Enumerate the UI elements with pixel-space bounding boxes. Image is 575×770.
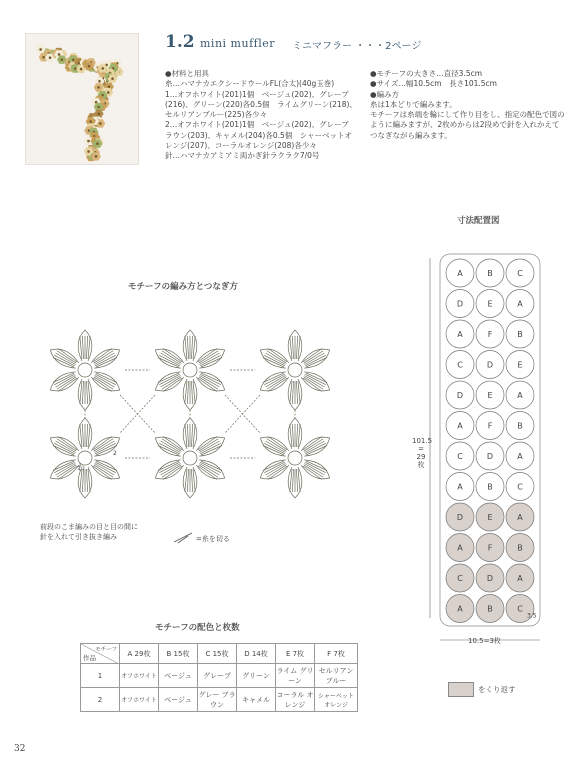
height-eq: =: [418, 445, 424, 453]
svg-text:A: A: [517, 391, 523, 400]
crochet-motif: [260, 330, 329, 410]
svg-text:E: E: [517, 360, 523, 370]
layout-motif: [446, 290, 474, 318]
svg-text:A: A: [517, 452, 523, 461]
text-line: ように編みますが、2枚めからは2段めで針を入れかえて: [370, 120, 560, 130]
crochet-motif: [50, 418, 119, 498]
svg-text:A: A: [457, 421, 463, 431]
svg-text:A: A: [457, 543, 463, 553]
text-line: 糸…ハマナカエクシードウールFL(合太)(40g玉巻): [165, 79, 335, 89]
row-id: 2: [81, 688, 120, 712]
product-photo: [25, 33, 139, 165]
layout-motif: [446, 595, 474, 623]
svg-text:D: D: [456, 513, 464, 522]
layout-motif: [476, 381, 504, 409]
join-note-line: 針を入れて引き抜き編み: [40, 533, 117, 541]
svg-text:C: C: [457, 452, 463, 461]
svg-text:E: E: [487, 299, 493, 309]
layout-motif: [506, 412, 534, 440]
text-line: (216)、グリーン(220)各0.5個 ライムグリーン(218)、: [165, 99, 357, 109]
layout-motif: [506, 534, 534, 562]
layout-motif: [476, 564, 504, 592]
layout-diagram-title: 寸法配置図: [457, 216, 500, 226]
pattern-title: mini muffler: [200, 37, 275, 50]
layout-motif: [446, 442, 474, 470]
table-header: B 15枚: [159, 644, 198, 664]
svg-text:A: A: [457, 269, 463, 278]
svg-text:E: E: [487, 391, 493, 400]
table-cell: シャーベット オレンジ: [315, 688, 358, 712]
text-line: つなぎながら編みます。: [370, 130, 452, 140]
crochet-motif: [260, 418, 329, 498]
svg-text:D: D: [486, 360, 494, 370]
height-value: 101.5: [412, 437, 433, 445]
svg-text:D: D: [456, 299, 464, 309]
motif-diagram-title: モチーフの編み方とつなぎ方: [128, 282, 238, 292]
layout-motif: [446, 412, 474, 440]
layout-motif: [476, 503, 504, 531]
svg-text:B: B: [517, 421, 523, 431]
layout-motif: [506, 503, 534, 531]
pattern-number: 1.2: [165, 32, 195, 52]
text-line: モチーフは糸端を輪にして作り目をし、指定の配色で図の: [370, 110, 565, 120]
layout-motif: [446, 381, 474, 409]
color-table: [80, 643, 358, 712]
svg-text:C: C: [517, 604, 523, 614]
crochet-motif: [155, 330, 224, 410]
layout-motif: [476, 595, 504, 623]
svg-text:F: F: [487, 421, 493, 431]
table-cell: ベージュ: [159, 664, 198, 688]
specs-list: [370, 69, 565, 141]
layout-motif: [446, 564, 474, 592]
svg-text:A: A: [457, 604, 463, 614]
pattern-subtitle: ミニマフラー ・・・2ページ: [292, 41, 422, 52]
table-cell: グレープ: [198, 664, 237, 688]
text-line: ●サイズ…幅10.5cm 長さ101.5cm: [370, 79, 497, 89]
svg-text:C: C: [457, 360, 463, 370]
text-line: 2…オフホワイト(201)1個 ベージュ(202)、グレーブ: [165, 120, 349, 130]
table-header: E 7枚: [276, 644, 315, 664]
svg-text:B: B: [487, 604, 493, 614]
layout-motif: [476, 442, 504, 470]
join-note-line: 前段のこま編みの目と目の間に: [40, 523, 138, 531]
table-header: D 14枚: [237, 644, 276, 664]
join-note: [40, 522, 138, 542]
svg-text:F: F: [487, 330, 493, 339]
svg-text:A: A: [457, 482, 463, 492]
svg-text:A: A: [517, 513, 523, 522]
table-cell: ライム グリーン: [276, 664, 315, 688]
start-ring-label: わ: [77, 463, 85, 472]
width-dimension: 10.5=3枚: [468, 637, 501, 645]
height-unit: 枚: [417, 461, 425, 469]
layout-motif: [446, 503, 474, 531]
layout-motif: [476, 412, 504, 440]
motif-size-label: 3.5: [527, 612, 537, 620]
text-line: ラウン(203)、キャメル(204)各0.5個 シャーベットオ: [165, 130, 352, 140]
table-cell: オフホワイト: [120, 688, 159, 712]
table-cell: ベージュ: [159, 688, 198, 712]
layout-motif: [476, 473, 504, 501]
svg-text:A: A: [517, 574, 523, 583]
crochet-motif: [50, 330, 119, 410]
svg-text:F: F: [487, 543, 493, 553]
text-line: セルリアンブルー(225)各少々: [165, 110, 268, 120]
row-label: 2: [113, 450, 117, 457]
layout-motif: [506, 259, 534, 287]
layout-motif: [506, 351, 534, 379]
table-header: A 29枚: [120, 644, 159, 664]
svg-text:C: C: [457, 574, 463, 583]
layout-motif: [506, 381, 534, 409]
layout-motif: [476, 534, 504, 562]
table-header: C 15枚: [198, 644, 237, 664]
layout-motif: [446, 259, 474, 287]
text-line: 針…ハマナカアミアミ両かぎ針ラクラク7/0号: [165, 151, 320, 161]
table-cell: グリーン: [237, 664, 276, 688]
layout-motif: [506, 473, 534, 501]
svg-text:A: A: [517, 299, 523, 309]
table-corner-cell: [81, 644, 120, 664]
layout-motif: [506, 320, 534, 348]
repeat-legend-swatch: [448, 682, 474, 697]
layout-motif: [446, 473, 474, 501]
text-line: レンジ(207)、コーラルオレンジ(208)各少々: [165, 141, 317, 151]
table-cell: キャメル: [237, 688, 276, 712]
row-id: 1: [81, 664, 120, 688]
crochet-motif: [155, 418, 224, 498]
svg-text:B: B: [517, 543, 523, 553]
layout-motif: [476, 320, 504, 348]
svg-text:A: A: [457, 330, 463, 339]
svg-text:B: B: [487, 482, 493, 492]
corner-bottom-label: 作品: [83, 654, 96, 662]
layout-motif: [506, 290, 534, 318]
svg-text:C: C: [517, 269, 523, 278]
height-count: 29: [416, 453, 426, 461]
svg-text:D: D: [486, 452, 494, 461]
table-header: F 7枚: [315, 644, 358, 664]
svg-text:C: C: [517, 482, 523, 492]
color-table-title: モチーフの配色と枚数: [155, 623, 240, 633]
repeat-legend-label: をくり返す: [478, 685, 516, 694]
cut-yarn-label: =糸を切る: [196, 535, 230, 543]
layout-motif: [506, 442, 534, 470]
materials-list: [165, 69, 357, 162]
svg-text:E: E: [487, 513, 493, 522]
text-line: ●材料と用具: [165, 69, 210, 78]
scarf-photo-illustration: [26, 34, 138, 164]
cut-yarn-icon: [172, 530, 196, 546]
layout-motif: [476, 351, 504, 379]
layout-motif: [446, 320, 474, 348]
motif-crochet-diagram: [25, 300, 365, 520]
layout-motif: [476, 290, 504, 318]
svg-text:D: D: [486, 574, 494, 583]
svg-text:D: D: [456, 391, 464, 400]
corner-top-label: モチーフ: [95, 647, 117, 653]
text-line: 1…オフホワイト(201)1個 ベージュ(202)、グレープ: [165, 89, 349, 99]
text-line: ●編み方: [370, 89, 400, 99]
table-cell: コーラル オレンジ: [276, 688, 315, 712]
text-line: 糸は1本どりで編みます。: [370, 99, 457, 109]
table-cell: セルリアン ブルー: [315, 664, 358, 688]
table-row: [81, 688, 358, 712]
svg-text:B: B: [517, 330, 523, 339]
table-cell: オフホワイト: [120, 664, 159, 688]
layout-motif: [506, 564, 534, 592]
svg-text:B: B: [487, 269, 493, 278]
layout-motif: [446, 534, 474, 562]
table-cell: グレー ブラウン: [198, 688, 237, 712]
height-dimension: [412, 437, 433, 469]
layout-motif: [476, 259, 504, 287]
text-line: ●モチーフの大きさ…直径3.5cm: [370, 69, 483, 78]
table-row: [81, 664, 358, 688]
page-number: 32: [14, 744, 26, 754]
layout-motif: [446, 351, 474, 379]
